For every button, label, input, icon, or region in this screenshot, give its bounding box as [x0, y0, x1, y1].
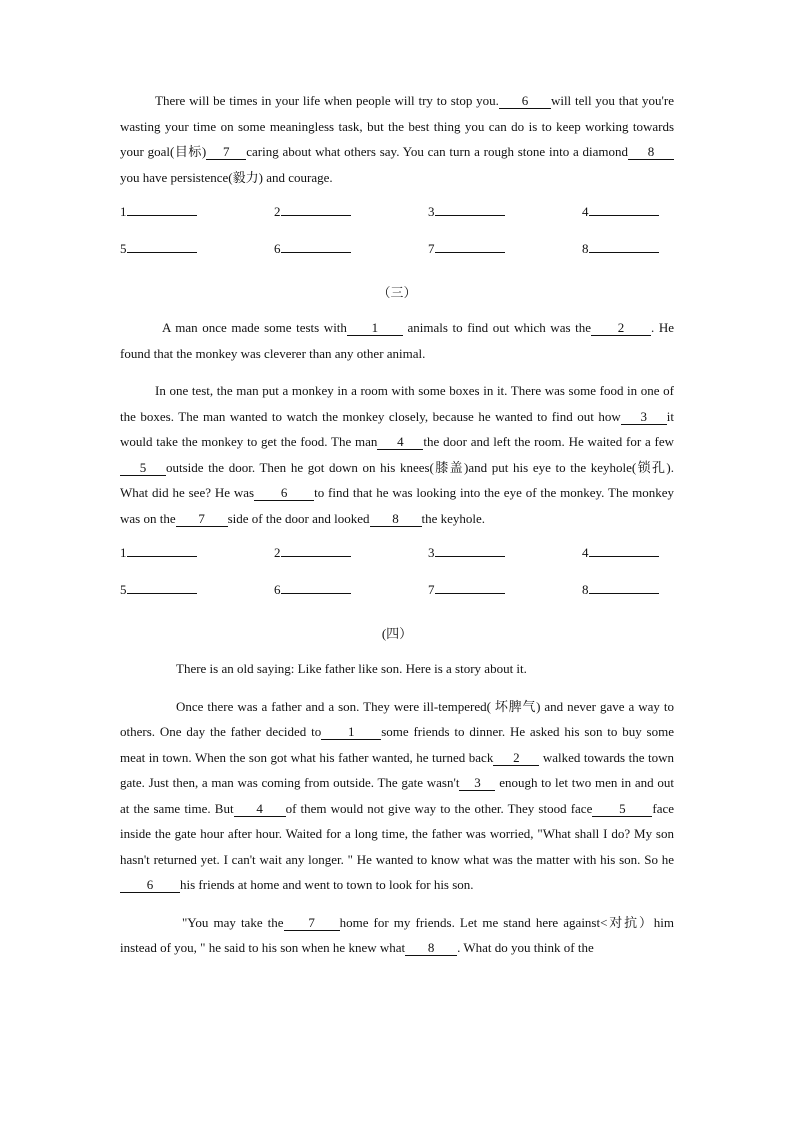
answer-slot[interactable] [428, 541, 582, 578]
answer-line[interactable] [281, 578, 351, 594]
blank-1[interactable]: 1 [321, 725, 381, 740]
answer-line[interactable] [435, 200, 505, 216]
text: There will be times in your life when people will try to stop you. [155, 93, 499, 108]
text: face inside the gate hour after hour. Waited for a long time, the father was worried, "What shall I do? My son hasn't returned yet. I can't wait any longer. " He wanted to know what was the matter with his son. So he [120, 800, 674, 867]
document-page [120, 88, 674, 961]
blank-6[interactable]: 6 [499, 94, 551, 109]
answer-label: 2 [274, 204, 281, 219]
answer-slot[interactable] [582, 237, 674, 274]
text: the keyhole. [421, 510, 486, 526]
passage-paragraph [120, 694, 674, 898]
passage-paragraph [120, 910, 674, 961]
answer-line[interactable] [435, 578, 505, 594]
answer-line[interactable] [589, 578, 659, 594]
passage-paragraph [120, 378, 674, 531]
text: it would take the monkey to get the food. The man [120, 408, 674, 449]
answer-label: 4 [582, 204, 589, 219]
text: side of the door and looked [227, 510, 370, 526]
answer-label: 8 [582, 582, 589, 597]
answer-label: 2 [274, 545, 281, 560]
section-heading: （三） [377, 285, 417, 300]
answer-line[interactable] [281, 200, 351, 216]
answer-label: 5 [120, 582, 127, 597]
answer-slot[interactable] [120, 578, 274, 615]
text: walked towards the town gate. Just then, a man was coming from outside. The gate wasn't [120, 749, 675, 790]
text: caring about what others say. You can turn a rough stone into a diamond [246, 144, 628, 159]
answer-slot[interactable] [274, 237, 428, 274]
answer-slot[interactable] [274, 578, 428, 615]
text: outside the door. Then he got down on his knees(膝盖)and put his eye to the keyhole(锁孔). What did he see? He was [120, 459, 674, 500]
answer-slot[interactable] [274, 200, 428, 237]
text: enough to let two men in and out at the same time. But [120, 775, 674, 816]
answer-slot[interactable] [582, 200, 674, 237]
blank-7[interactable]: 7 [176, 512, 228, 527]
blank-6[interactable]: 6 [120, 878, 180, 893]
answer-line[interactable] [127, 541, 197, 557]
answer-line[interactable] [281, 541, 351, 557]
blank-2[interactable]: 2 [493, 751, 539, 766]
blank-7[interactable]: 7 [284, 916, 340, 931]
blank-8[interactable]: 8 [370, 512, 422, 527]
blank-5[interactable]: 5 [120, 461, 166, 476]
blank-8[interactable]: 8 [628, 145, 674, 160]
text: home for my friends. Let me stand here against<对抗）him instead of you, " he said to his son when he knew what [120, 914, 674, 955]
text: you have persistence(毅力) and courage. [120, 169, 333, 185]
answer-grid [120, 200, 674, 274]
answer-label: 3 [428, 204, 435, 219]
text: will tell you that you're wasting your time on some meaningless task, but the best thing you can do is to keep working towards your goal(目标) [120, 93, 674, 159]
blank-2[interactable]: 2 [591, 321, 651, 336]
answer-line[interactable] [589, 200, 659, 216]
answer-line[interactable] [589, 237, 659, 253]
text: "You may take the [182, 914, 284, 930]
answer-label: 6 [274, 582, 281, 597]
text: Once there was a father and a son. They were ill-tempered( 坏脾气) and never gave a way to others. One day the father decided to [120, 698, 674, 739]
blank-6[interactable]: 6 [254, 486, 314, 501]
text: . He found that the monkey was cleverer than any other animal. [120, 320, 674, 361]
passage-paragraph [120, 315, 674, 366]
answer-line[interactable] [127, 237, 197, 253]
answer-label: 1 [120, 204, 127, 219]
passage-intro: There is an old saying: Like father like son. Here is a story about it. [176, 661, 527, 676]
answer-label: 5 [120, 241, 127, 256]
answer-line[interactable] [435, 237, 505, 253]
passage-paragraph [120, 88, 674, 190]
answer-label: 4 [582, 545, 589, 560]
answer-label: 7 [428, 582, 435, 597]
text: In one test, the man put a monkey in a room with some boxes in it. There was some food in one of the boxes. The man wanted to watch the monkey closely, because he wanted to find out how [120, 383, 674, 424]
answer-line[interactable] [589, 541, 659, 557]
answer-slot[interactable] [582, 541, 674, 578]
answer-slot[interactable] [582, 578, 674, 615]
answer-label: 3 [428, 545, 435, 560]
answer-label: 7 [428, 241, 435, 256]
answer-slot[interactable] [274, 541, 428, 578]
blank-4[interactable]: 4 [234, 802, 286, 817]
answer-slot[interactable] [120, 541, 274, 578]
blank-8[interactable]: 8 [405, 941, 457, 956]
text: A man once made some tests with [162, 320, 347, 335]
answer-line[interactable] [435, 541, 505, 557]
text: to find that he was looking into the eye of the monkey. The monkey was on the [120, 485, 674, 526]
answer-line[interactable] [127, 578, 197, 594]
text: of them would not give way to the other. They stood face [285, 800, 593, 816]
section-heading: (四） [381, 626, 413, 641]
answer-slot[interactable] [428, 200, 582, 237]
answer-grid [120, 541, 674, 615]
blank-3[interactable]: 3 [621, 410, 667, 425]
blank-3[interactable]: 3 [459, 776, 495, 791]
answer-slot[interactable] [120, 200, 274, 237]
answer-slot[interactable] [428, 237, 582, 274]
answer-line[interactable] [127, 200, 197, 216]
blank-7[interactable]: 7 [206, 145, 246, 160]
blank-1[interactable]: 1 [347, 321, 403, 336]
answer-slot[interactable] [120, 237, 274, 274]
blank-5[interactable]: 5 [592, 802, 652, 817]
text: his friends at home and went to town to look for his son. [180, 877, 474, 892]
answer-line[interactable] [281, 237, 351, 253]
text: animals to find out which was the [407, 320, 591, 335]
answer-label: 8 [582, 241, 589, 256]
blank-4[interactable]: 4 [377, 435, 423, 450]
text: . What do you think of the [457, 940, 594, 955]
text: some friends to dinner. He asked his son to buy some meat in town. When the son got what his father wanted, he turned back [120, 724, 674, 765]
answer-label: 6 [274, 241, 281, 256]
answer-slot[interactable] [428, 578, 582, 615]
text: the door and left the room. He waited for a few [423, 434, 675, 449]
answer-label: 1 [120, 545, 127, 560]
